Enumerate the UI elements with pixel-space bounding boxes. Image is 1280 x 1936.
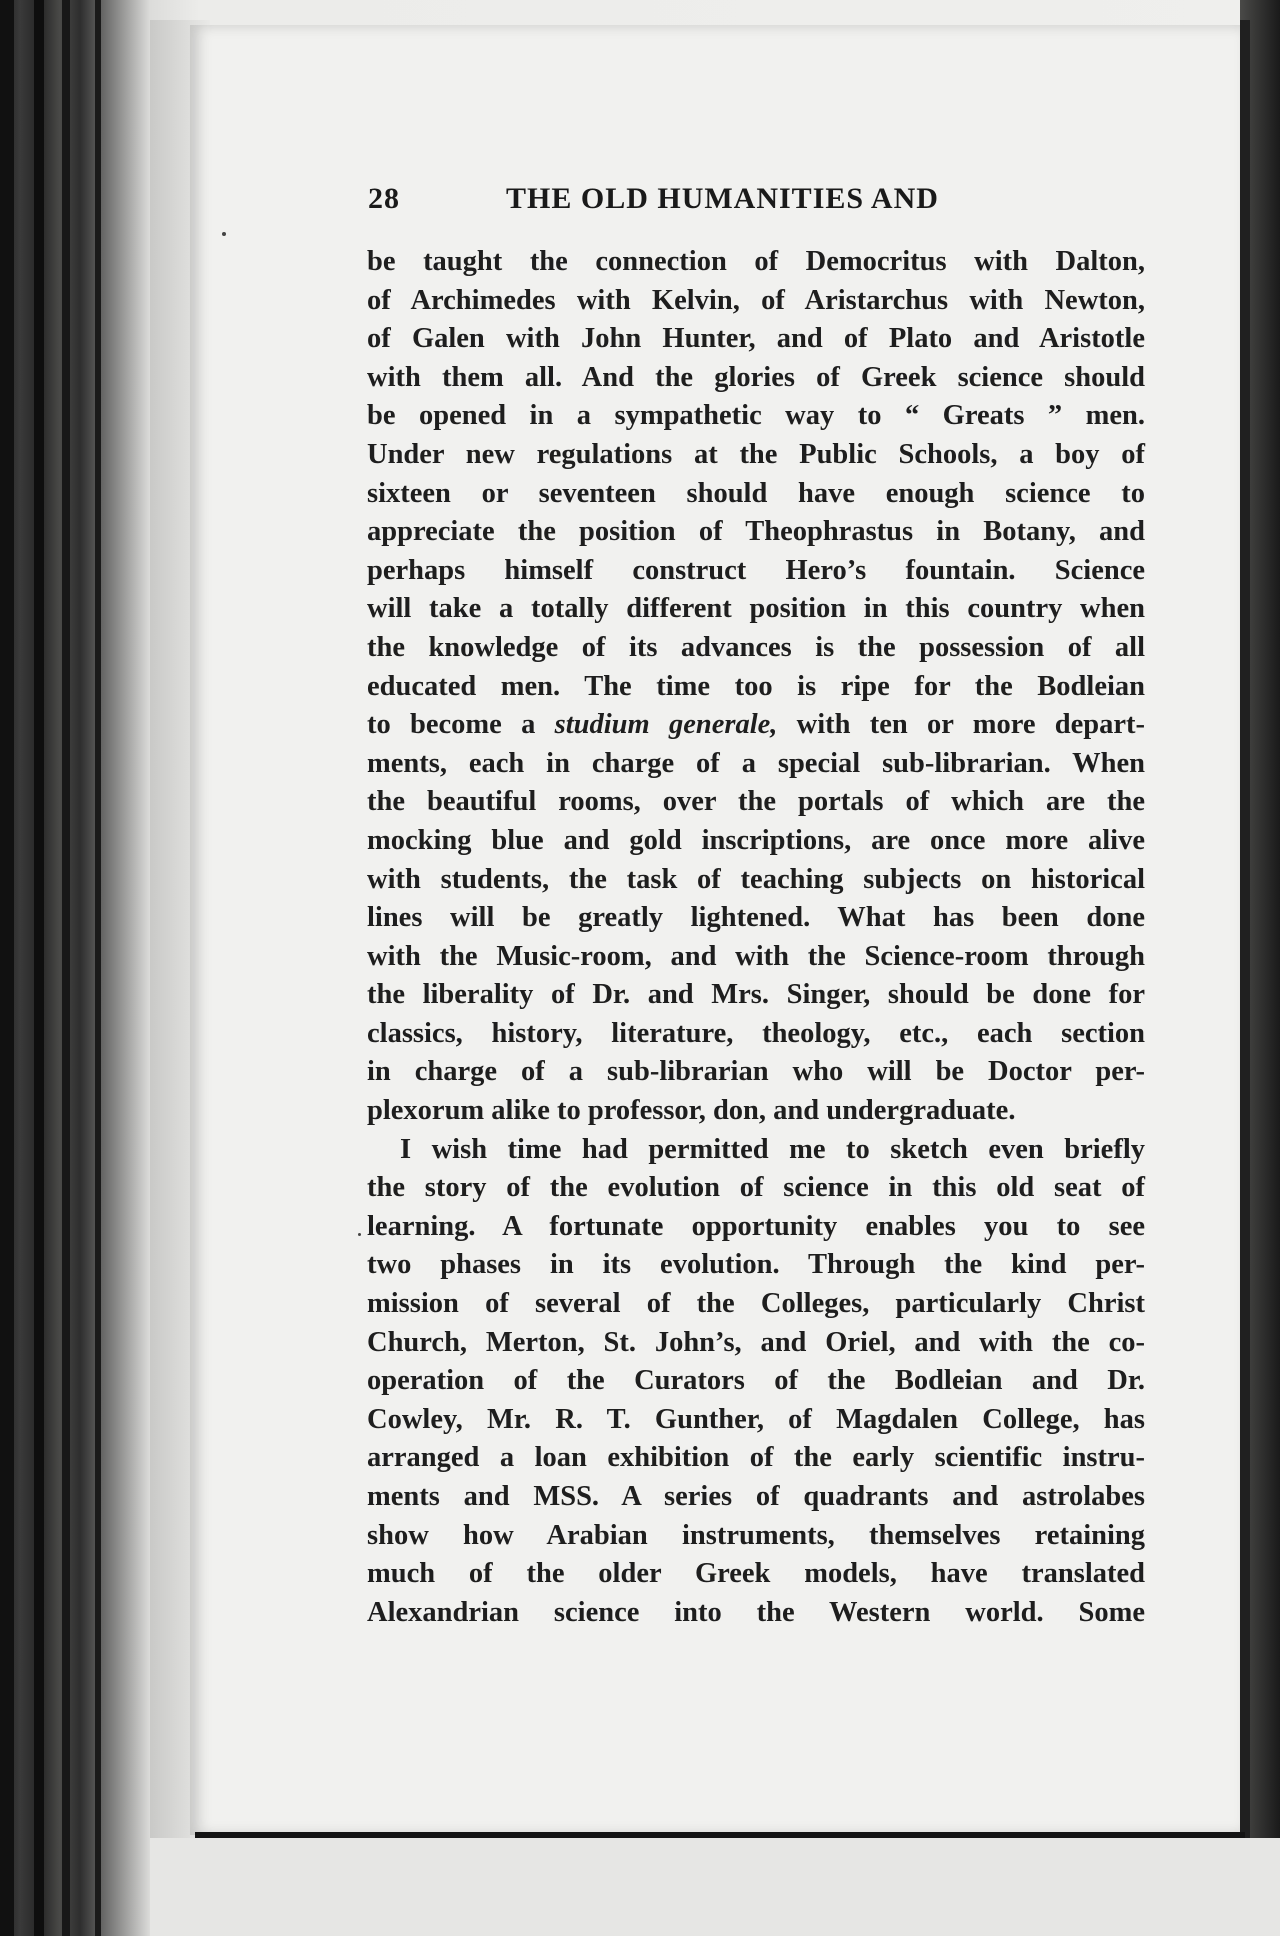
text-line: Cowley, Mr. R. T. Gunther, of Magdalen College, has xyxy=(367,1403,1145,1435)
text-line: the knowledge of its advances is the possession of all xyxy=(367,631,1145,663)
running-header xyxy=(368,182,1148,232)
running-title: THE OLD HUMANITIES AND xyxy=(506,182,939,215)
text-line: the beautiful rooms, over the portals of which are the xyxy=(367,786,1145,818)
text-line: Under new regulations at the Public Schools, a boy of xyxy=(367,438,1145,470)
text-line: of Galen with John Hunter, and of Plato and Aristotle xyxy=(367,323,1145,355)
text-line: with students, the task of teaching subjects on historical xyxy=(367,863,1145,895)
scan-speck xyxy=(358,1233,361,1236)
text-line: in charge of a sub-librarian who will be Doctor per- xyxy=(367,1056,1145,1088)
scan-speck xyxy=(222,232,226,236)
text-line: the liberality of Dr. and Mrs. Singer, should be done for xyxy=(367,979,1145,1011)
text-line: will take a totally different position in this country when xyxy=(367,593,1145,625)
text-line: be taught the connection of Democritus with Dalton, xyxy=(367,246,1145,277)
text-line: perhaps himself construct Hero’s fountain. Science xyxy=(367,554,1145,586)
text-line: sixteen or seventeen should have enough science to xyxy=(367,477,1145,509)
italic-phrase: studium generale, xyxy=(554,709,778,741)
text-line: operation of the Curators of the Bodleian and Dr. xyxy=(367,1365,1145,1397)
book-edge-strip xyxy=(62,0,70,1936)
text-line: educated men. The time too is ripe for the Bodleian xyxy=(367,670,1145,702)
text-line: with them all. And the glories of Greek science should xyxy=(367,361,1145,393)
text-line: Alexandrian science into the Western world. Some xyxy=(367,1596,1145,1628)
text-line: mocking blue and gold inscriptions, are once more alive xyxy=(367,824,1145,856)
book-edge-strip xyxy=(95,0,101,1936)
text-line: classics, history, literature, theology, etc., each section xyxy=(367,1017,1145,1049)
text-line: lines will be greatly lightened. What has been done xyxy=(367,902,1145,934)
page-below-area xyxy=(150,1838,1280,1936)
paragraph-first-line: I wish time had permitted me to sketch even briefly xyxy=(400,1133,1145,1165)
text-line: with the Music-room, and with the Science-room through xyxy=(367,940,1145,972)
book-edge-strip xyxy=(34,0,44,1936)
text-segment: to become a xyxy=(367,709,555,741)
text-line: two phases in its evolution. Through the kind per- xyxy=(367,1249,1145,1281)
text-line: show how Arabian instruments, themselves retaining xyxy=(367,1519,1145,1551)
body-text xyxy=(367,243,1145,1632)
book-edge-strip xyxy=(0,0,14,1936)
text-line: Church, Merton, St. John’s, and Oriel, and with the co- xyxy=(367,1326,1145,1358)
text-line: plexorum alike to professor, don, and undergraduate. xyxy=(367,1095,1016,1127)
text-line-with-italic xyxy=(367,706,1145,745)
text-line: the story of the evolution of science in this old seat of xyxy=(367,1172,1145,1204)
text-line: much of the older Greek models, have translated xyxy=(367,1558,1145,1590)
text-line: ments, each in charge of a special sub-librarian. When xyxy=(367,747,1145,779)
text-line: of Archimedes with Kelvin, of Aristarchus with Newton, xyxy=(367,284,1145,316)
text-segment: with ten or more depart- xyxy=(777,709,1146,741)
text-line: be opened in a sympathetic way to “ Greats ” men. xyxy=(367,400,1145,432)
text-line: appreciate the position of Theophrastus in Botany, and xyxy=(367,516,1145,548)
page-number: 28 xyxy=(368,182,400,215)
right-book-edge-inner xyxy=(1240,20,1250,1870)
text-line: ments and MSS. A series of quadrants and astrolabes xyxy=(367,1481,1145,1512)
text-line: arranged a loan exhibition of the early scientific instru- xyxy=(367,1442,1145,1474)
text-line: mission of several of the Colleges, particularly Christ xyxy=(367,1288,1145,1320)
text-line: learning. A fortunate opportunity enables you to see xyxy=(367,1210,1145,1242)
